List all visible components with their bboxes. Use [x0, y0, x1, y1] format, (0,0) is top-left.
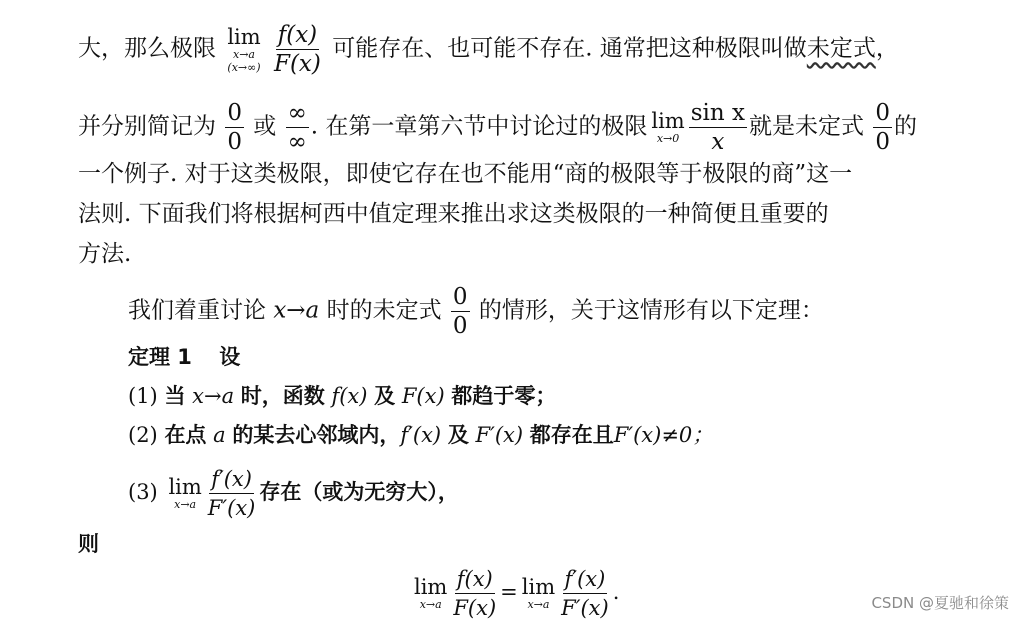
lim-word: lim	[651, 109, 685, 133]
denominator: F′(x)	[207, 496, 256, 520]
period: .	[612, 580, 620, 604]
denominator: F(x)	[453, 596, 497, 620]
math: a	[213, 423, 226, 447]
then-label: 则	[78, 532, 99, 556]
numerator: 0	[452, 284, 468, 310]
theorem-label: 定理 1	[128, 345, 192, 369]
numerator: sin x	[690, 100, 745, 126]
lim-sub-alt: (x→∞)	[227, 60, 261, 74]
lim-sub: x→a	[174, 498, 197, 511]
theorem-suffix: 设	[219, 345, 241, 369]
fraction	[451, 566, 498, 621]
math: f′(x)	[400, 423, 442, 447]
fraction-zero-zero	[873, 100, 892, 155]
lim-sub: x→a	[527, 598, 550, 611]
lim-word: lim	[521, 575, 556, 599]
fraction-sinx-x	[689, 100, 747, 155]
math: F′(x)	[475, 423, 524, 447]
theorem-item-2	[128, 421, 713, 449]
text: 时的未定式	[326, 297, 442, 324]
text: 的某去心邻域内，	[232, 423, 401, 447]
equals-sign: =	[500, 580, 518, 604]
denominator: F(x)	[273, 51, 321, 77]
watermark: CSDN @夏驰和徐策	[871, 594, 1009, 612]
math: F′(x)≠0；	[613, 423, 714, 447]
item-label: (3)	[128, 480, 158, 504]
text: 都趋于零；	[451, 384, 557, 408]
denominator: 0	[875, 129, 890, 155]
para2-line	[128, 284, 824, 339]
text: 或	[253, 113, 277, 140]
limit-expression	[227, 26, 260, 74]
numerator: f(x)	[455, 566, 495, 594]
fraction	[206, 466, 258, 521]
text: 时，函数	[240, 384, 325, 408]
text: 当	[164, 384, 186, 408]
text: 可能存在、也可能不存在. 通常把这种极限叫做	[332, 35, 807, 62]
text: 在点	[164, 423, 207, 447]
lim-word: lim	[227, 24, 261, 49]
limit-expression	[414, 576, 447, 611]
lim-sub: x→a	[419, 598, 442, 611]
numerator: f′(x)	[563, 566, 608, 594]
fraction-inf-inf	[286, 100, 309, 155]
numerator: ∞	[287, 100, 307, 126]
text: 大，那么极限	[78, 35, 216, 62]
fraction	[272, 22, 323, 77]
fraction	[559, 566, 611, 621]
para1-line4: 法则. 下面我们将根据柯西中值定理来推出求这类极限的一种简便且重要的	[78, 201, 829, 227]
lim-sub: x→0	[656, 132, 680, 145]
item-label: (1)	[128, 384, 158, 408]
math: f(x)	[331, 384, 368, 408]
theorem-item-1	[128, 382, 556, 410]
limit-expression	[168, 476, 201, 511]
text: 都存在且	[529, 423, 614, 447]
text: 及	[374, 384, 396, 408]
numerator: f(x)	[277, 22, 318, 48]
limit-expression	[522, 576, 555, 611]
lim-word: lim	[168, 475, 202, 499]
numerator: f′(x)	[209, 466, 254, 494]
lim-sub: x→a	[233, 47, 255, 61]
text: 的情形，关于这情形有以下定理：	[478, 297, 824, 324]
denominator: F′(x)	[561, 596, 609, 620]
fraction-zero-zero	[451, 284, 470, 339]
term-undetermined-form: 未定式	[806, 35, 876, 62]
text: . 在第一章第六节中讨论过的极限	[310, 113, 648, 140]
item-label: (2)	[128, 423, 158, 447]
text: ，	[875, 35, 899, 62]
theorem-title	[128, 343, 240, 371]
math: F(x)	[401, 384, 445, 408]
theorem-item-3	[128, 466, 459, 521]
para1-line1	[78, 22, 899, 77]
numerator: 0	[875, 100, 890, 126]
math: x→a	[192, 384, 235, 408]
numerator: 0	[227, 100, 242, 126]
denominator: ∞	[287, 129, 307, 155]
lim-word: lim	[414, 575, 448, 599]
denominator: x	[711, 129, 725, 155]
limit-expression	[651, 110, 684, 145]
text: 存在（或为无穷大），	[259, 480, 459, 504]
para1-line3: 一个例子. 对于这类极限，即使它存在也不能用“商的极限等于极限的商”这一	[78, 161, 853, 187]
text: 及	[447, 423, 469, 447]
math-x-to-a: x→a	[273, 297, 320, 324]
text: 并分别简记为	[78, 113, 216, 140]
para1-line5: 方法.	[78, 241, 132, 267]
denominator: 0	[227, 129, 242, 155]
text: 就是未定式	[749, 113, 864, 140]
text: 我们着重讨论	[128, 297, 266, 324]
denominator: 0	[452, 313, 468, 339]
fraction-zero-zero	[225, 100, 244, 155]
text: 的	[893, 113, 917, 140]
lhopital-formula	[410, 566, 619, 621]
para1-line2	[78, 100, 917, 155]
